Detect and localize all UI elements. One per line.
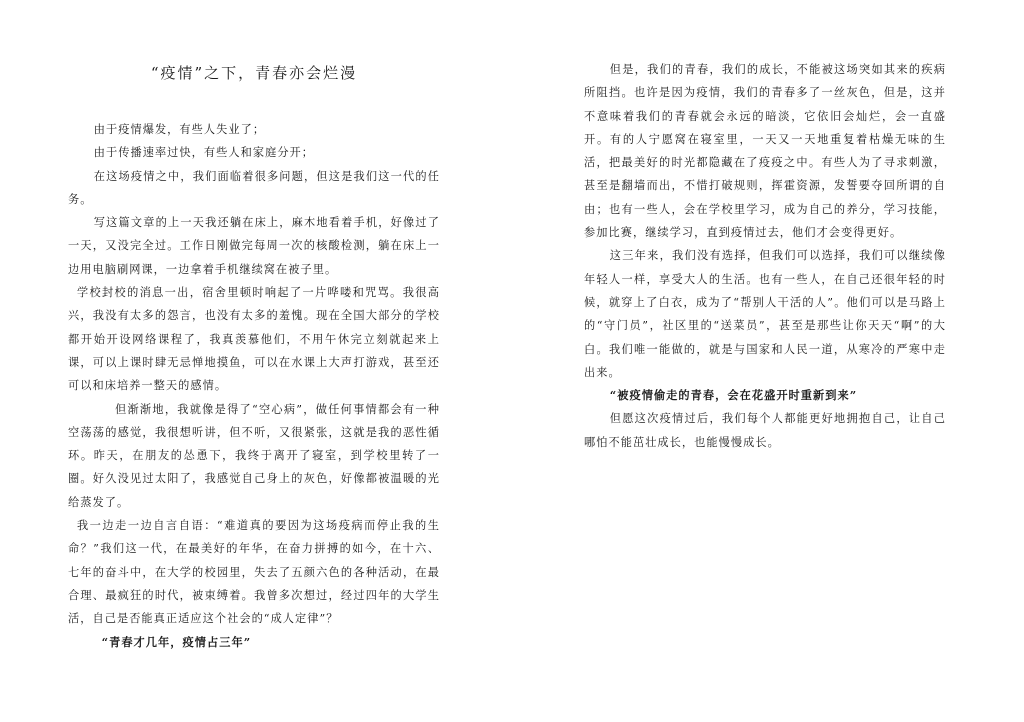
paragraph: 我一边走一边自言自语：“难道真的要因为这场疫病而停止我的生命？”我们这一代，在最美好的年华，在奋力拼搏的如今，在十六、七年的奋斗中，在大学的校园里，失去了五颜六色的各种活动，在最合理、最疯狂的时代，被束缚着。我曾多次想过，经过四年的大学生活，自己是否能真正适应这个社会的“成人定律”？	[68, 519, 440, 626]
paragraph: 这三年来，我们没有选择，但我们可以选择，我们可以继续像年轻人一样，享受大人的生活。也有一些人，在自己还很年轻的时候，就穿上了白衣，成为了“帮别人干活的人”。他们可以是马路上的“守门员”，社区里的“送菜员”，甚至是那些让你天天“啊”的大白。我们唯一能做的，就是与国家和人民一道，从寒冷的严寒中走出来。	[584, 249, 946, 379]
paragraph: 由于传播速率过快，有些人和家庭分开；	[93, 146, 315, 160]
left-page-body	[68, 118, 440, 654]
paragraph: 由于疫情爆发，有些人失业了；	[93, 123, 266, 136]
right-page-body	[584, 58, 946, 454]
right-page	[584, 0, 946, 722]
section-heading: “青春才几年，疫情占三年”	[101, 634, 252, 649]
paragraph: 但渐渐地，我就像是得了“空心病”，做任何事情都会有一种空荡荡的感觉，我很想听讲，但不听，又很紧张，这就是我的恶性循环。昨天，在朋友的怂恿下，我终于离开了寝室，到学校里转了一圈。好久没见过太阳了，我感觉自己身上的灰色，好像都被温暖的光给蒸发了。	[68, 402, 440, 509]
paragraph: 学校封校的消息一出，宿舍里顿时响起了一片哗喽和咒骂。我很高兴，我没有太多的怨言，也没有太多的羞愧。现在全国大部分的学校都开始开设网络课程了，我真羡慕他们，不用午休完立刻就起来上课，可以上课时肆无忌惮地摸鱼，可以在水课上大声打游戏，甚至还可以和床培养一整天的感情。	[68, 286, 440, 393]
paragraph: 但愿这次疫情过后，我们每个人都能更好地拥抱自己，让自己哪怕不能茁壮成长，也能慢慢成长。	[584, 412, 946, 449]
paragraph: 但是，我们的青春，我们的成长，不能被这场突如其来的疾病所阻挡。也许是因为疫情，我们的青春多了一丝灰色，但是，这并不意味着我们的青春就会永远的暗淡，它依旧会灿烂，会一直盛开。有的人宁愿窝在寝室里，一天又一天地重复着枯燥无味的生活，把最美好的时光都隐藏在了疫疫之中。有些人为了寻求刺激，甚至是翻墙而出，不惜打破规则，挥霍资源，发誓要夺回所谓的自由；也有一些人，会在学校里学习，成为自己的养分，学习技能，参加比赛，继续学习，直到疫情过去，他们才会变得更好。	[584, 63, 946, 240]
left-page	[68, 0, 440, 722]
paragraph: 在这场疫情之中，我们面临着很多问题，但这是我们这一代的任务。	[68, 169, 440, 206]
article-title: “疫情”之下，青春亦会烂漫	[150, 64, 358, 82]
section-heading: “被疫情偷走的青春，会在花盛开时重新到来”	[609, 388, 858, 403]
paragraph: 写这篇文章的上一天我还躺在床上，麻木地看着手机，好像过了一天，又没完全过。工作日刚做完每周一次的核酸检测，躺在床上一边用电脑刷网课，一边拿着手机继续窝在被子里。	[68, 216, 440, 276]
